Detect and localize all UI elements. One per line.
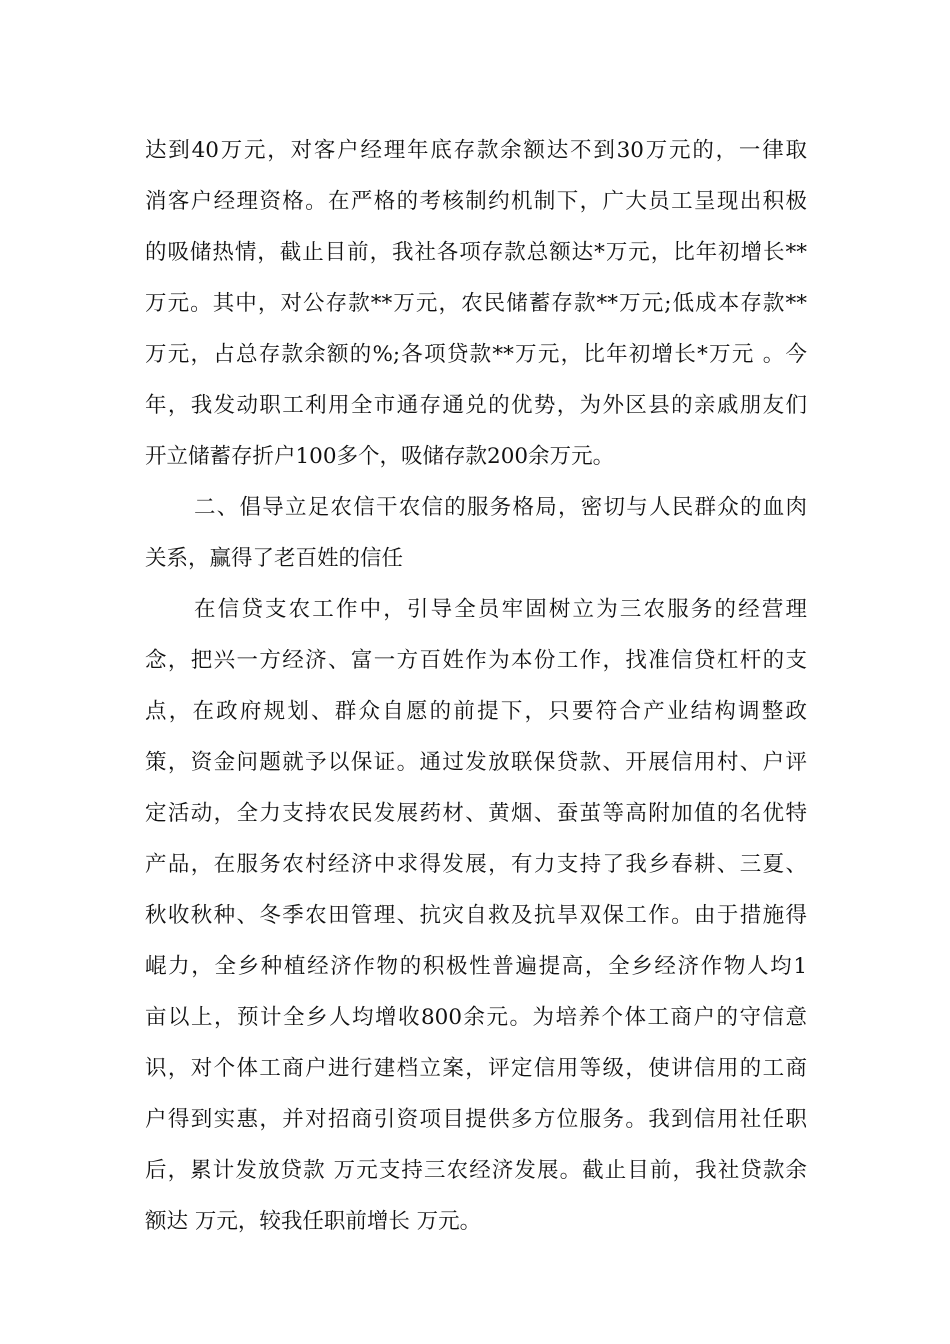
text-line: 崐力，全乡种植经济作物的积极性普遍提高，全乡经济作物人均1 bbox=[145, 954, 807, 979]
text-line: 消客户经理资格。在严格的考核制约机制下，广大员工呈现出积极 bbox=[145, 189, 807, 214]
text-line: 户得到实惠，并对招商引资项目提供多方位服务。我到信用社任职 bbox=[145, 1107, 807, 1132]
text-line: 产品，在服务农村经济中求得发展，有力支持了我乡春耕、三夏、 bbox=[145, 852, 807, 877]
text-line: 达到40万元，对客户经理年底存款余额达不到30万元的，一律取 bbox=[145, 138, 807, 163]
section-heading-line: 二、倡导立足农信干农信的服务格局，密切与人民群众的血肉 bbox=[194, 495, 807, 520]
text-line: 年，我发动职工利用全市通存通兑的优势，为外区县的亲戚朋友们 bbox=[145, 393, 807, 418]
paragraph-start-line: 在信贷支农工作中，引导全员牢固树立为三农服务的经营理 bbox=[194, 597, 807, 622]
text-line: 策，资金问题就予以保证。通过发放联保贷款、开展信用村、户评 bbox=[145, 750, 807, 775]
text-line: 亩以上，预计全乡人均增收800余元。为培养个体工商户的守信意 bbox=[145, 1005, 807, 1030]
text-line: 后，累计发放贷款 万元支持三农经济发展。截止目前，我社贷款余 bbox=[145, 1158, 807, 1183]
text-line: 识，对个体工商户进行建档立案，评定信用等级，使讲信用的工商 bbox=[145, 1056, 807, 1081]
section-heading-end-line: 关系，赢得了老百姓的信任 bbox=[145, 546, 404, 571]
text-line: 点，在政府规划、群众自愿的前提下，只要符合产业结构调整政 bbox=[145, 699, 807, 724]
paragraph-end-line: 开立储蓄存折户100多个，吸储存款200余万元。 bbox=[145, 444, 615, 469]
text-line: 万元，占总存款余额的%;各项贷款**万元，比年初增长*万元 。今 bbox=[145, 342, 807, 367]
text-line: 秋收秋种、冬季农田管理、抗灾自救及抗旱双保工作。由于措施得 bbox=[145, 903, 807, 928]
text-line: 万元。其中，对公存款**万元，农民储蓄存款**万元;低成本存款** bbox=[145, 291, 807, 316]
text-line: 定活动，全力支持农民发展药材、黄烟、蚕茧等高附加值的名优特 bbox=[145, 801, 807, 826]
text-line: 念，把兴一方经济、富一方百姓作为本份工作，找准信贷杠杆的支 bbox=[145, 648, 807, 673]
paragraph-end-line: 额达 万元，较我任职前增长 万元。 bbox=[145, 1209, 482, 1234]
text-line: 的吸储热情，截止目前，我社各项存款总额达*万元，比年初增长** bbox=[145, 240, 807, 265]
